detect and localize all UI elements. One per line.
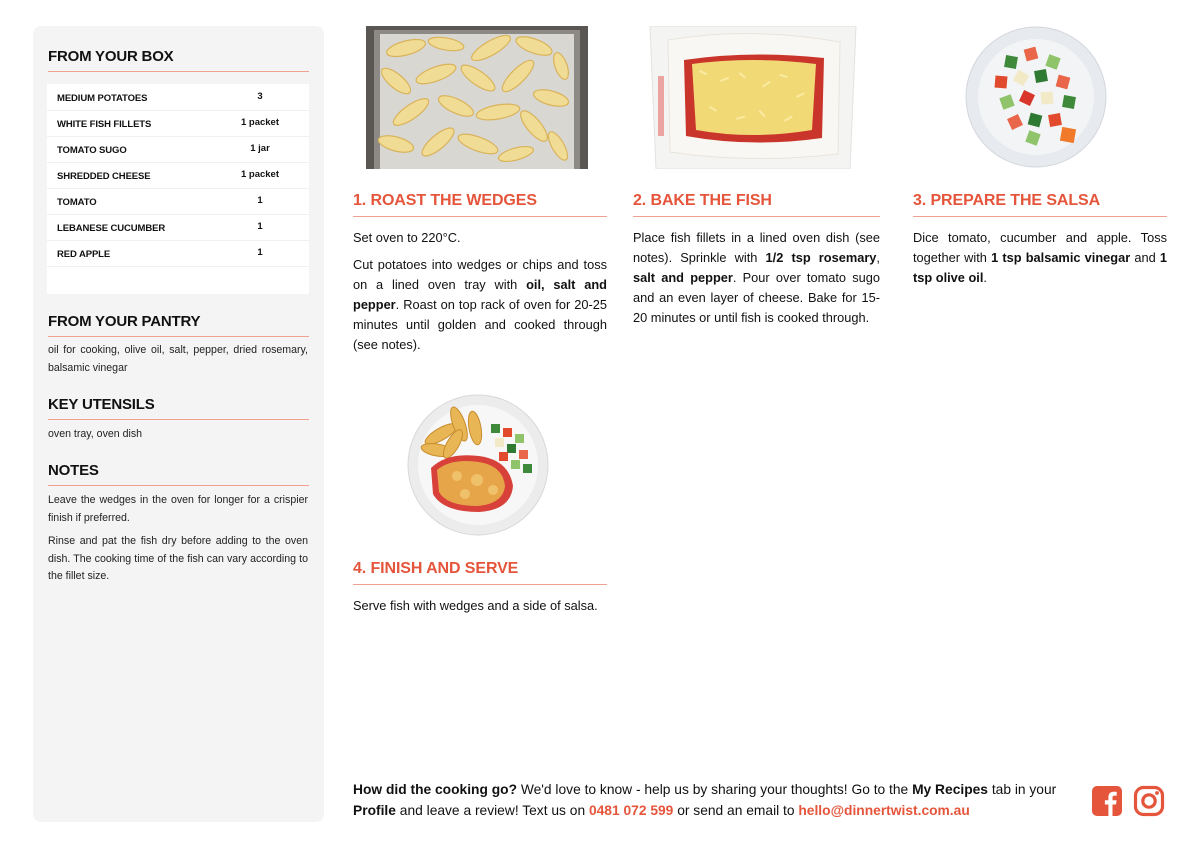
- step-3-title: 3. PREPARE THE SALSA: [913, 192, 1167, 217]
- bake-fish-image: [640, 26, 866, 169]
- ingredient-qty: 1 packet: [240, 117, 280, 128]
- ingredients-table: [47, 84, 309, 294]
- pantry-paragraph: oil for cooking, olive oil, salt, pepper, dried rosemary, balsamic vinegar: [48, 344, 308, 374]
- salsa-bowl-image: [965, 26, 1107, 168]
- ingredient-qty: 1: [257, 195, 263, 206]
- step-3-paragraph-1: [913, 228, 1167, 288]
- table-row: [47, 84, 309, 111]
- ingredient-qty: 1: [257, 247, 263, 258]
- email-link[interactable]: hello@dinnertwist.com.au: [798, 803, 970, 818]
- step-2-text: [633, 228, 880, 335]
- ingredient-qty: 1 jar: [250, 143, 270, 154]
- step-2-text-part: Place fish fillets in a lined oven dish (see notes). Sprinkle with: [633, 230, 880, 265]
- footer-text: tab in your: [987, 782, 1057, 797]
- ingredient-name: RED APPLE: [57, 249, 111, 260]
- utensils-paragraph: oven tray, oven dish: [48, 428, 143, 440]
- notes-text: [48, 492, 308, 592]
- step-2-paragraph-1: [633, 228, 880, 328]
- footer-question: How did the cooking go?: [353, 782, 518, 797]
- pantry-text: [48, 342, 308, 383]
- sidebar: [33, 26, 324, 822]
- step-3-text-part: Dice tomato, cucumber and apple. Toss together with: [913, 230, 1167, 265]
- table-row: [47, 162, 309, 189]
- ingredient-qty: 1: [257, 221, 263, 232]
- step-3-text-part: and: [1130, 250, 1160, 265]
- profile-link[interactable]: Profile: [353, 803, 396, 818]
- table-row: [47, 136, 309, 163]
- step-1-paragraph-1: Set oven to 220°C.: [353, 230, 461, 245]
- ingredient-name: LEBANESE CUCUMBER: [57, 223, 166, 234]
- footer-text: We'd love to know - help us by sharing your thoughts! Go to the: [517, 782, 913, 797]
- step-4-paragraph-1: Serve fish with wedges and a side of salsa.: [353, 598, 598, 613]
- step-1-bold-part: oil, salt and pepper: [353, 277, 607, 312]
- ingredient-name: TOMATO: [57, 197, 97, 208]
- my-recipes-link[interactable]: My Recipes: [912, 782, 988, 797]
- ingredient-qty: 1 packet: [240, 169, 280, 180]
- step-3-text: [913, 228, 1167, 295]
- step-1-text: [353, 228, 607, 362]
- step-1-title: 1. ROAST THE WEDGES: [353, 192, 607, 217]
- ingredient-qty: 3: [257, 91, 263, 102]
- step-2-bold-part: 1/2 tsp rosemary: [765, 250, 877, 265]
- table-row-empty: [47, 266, 309, 292]
- step-1-paragraph-2: [353, 255, 607, 355]
- served-plate-image: [407, 394, 549, 536]
- ingredient-name: WHITE FISH FILLETS: [57, 119, 152, 130]
- step-4-text: [353, 596, 607, 623]
- feedback-footer: [353, 779, 1073, 821]
- box-heading: FROM YOUR BOX: [48, 48, 309, 72]
- table-row: [47, 240, 309, 267]
- step-3-bold-part: 1 tsp olive oil: [913, 250, 1168, 285]
- step-2-text-part: ,: [876, 250, 880, 265]
- step-2-title: 2. BAKE THE FISH: [633, 192, 880, 217]
- step-3-bold-part: 1 tsp balsamic vinegar: [991, 250, 1131, 265]
- step-2-bold-part: salt and pepper: [633, 270, 733, 285]
- utensils-text: [48, 426, 308, 450]
- note-2: Rinse and pat the fish dry before adding to the oven dish. The cooking time of the fish can vary according to the fillet size.: [48, 535, 308, 582]
- instagram-icon[interactable]: [1133, 785, 1165, 817]
- step-1-text-part: . Roast on top rack of oven for 20-25 minutes until golden and cooked through (see notes).: [353, 297, 607, 352]
- facebook-icon[interactable]: [1091, 785, 1123, 817]
- footer-text: or send an email to: [673, 803, 799, 818]
- notes-heading: NOTES: [48, 462, 309, 486]
- pantry-heading: FROM YOUR PANTRY: [48, 313, 309, 337]
- utensils-heading: KEY UTENSILS: [48, 396, 309, 420]
- step-2-text-part: . Pour over tomato sugo and an even layer of cheese. Bake for 15-20 minutes or until fish is cooked through.: [633, 270, 880, 325]
- table-row: [47, 188, 309, 215]
- ingredient-name: TOMATO SUGO: [57, 145, 127, 156]
- note-1: Leave the wedges in the oven for longer for a crispier finish if preferred.: [48, 494, 308, 524]
- roast-wedges-image: [366, 26, 588, 169]
- table-row: [47, 214, 309, 241]
- step-1-text-part: Cut potatoes into wedges or chips and toss on a lined oven tray with: [353, 257, 607, 292]
- phone-link[interactable]: 0481 072 599: [588, 803, 674, 818]
- step-4-title: 4. FINISH AND SERVE: [353, 560, 607, 585]
- ingredient-name: SHREDDED CHEESE: [57, 171, 151, 182]
- step-3-text-part: .: [983, 270, 987, 285]
- footer-text: and leave a review! Text us on: [395, 803, 589, 818]
- table-row: [47, 110, 309, 137]
- ingredient-name: MEDIUM POTATOES: [57, 93, 148, 104]
